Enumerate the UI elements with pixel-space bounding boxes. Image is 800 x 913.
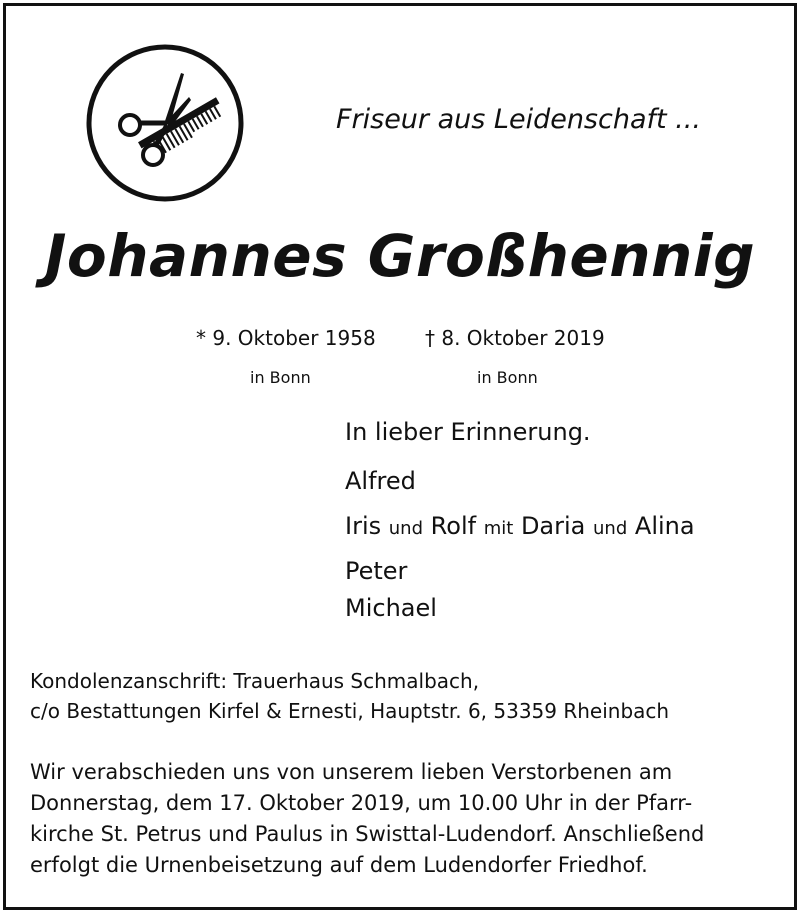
death-date: † 8. Oktober 2019 <box>425 326 605 350</box>
notice-line: Donnerstag, dem 17. Oktober 2019, um 10.00 Uhr in der Pfarr- <box>30 791 693 815</box>
mourner-name: Iris <box>345 512 382 540</box>
death-place: in Bonn <box>477 368 538 387</box>
notice-line: erfolgt die Urnenbeisetzung auf dem Ludendorfer Friedhof. <box>30 853 648 877</box>
birth-place: in Bonn <box>250 368 311 387</box>
connector-word: und <box>593 518 628 539</box>
scissors-comb-icon <box>85 43 245 203</box>
connector-word: und <box>388 518 424 539</box>
mourner-line: Peter <box>345 557 408 585</box>
connector-word: mit <box>483 518 514 539</box>
funeral-notice <box>30 757 766 881</box>
mourner-line: Alfred <box>345 467 416 495</box>
deceased-name: Johannes Großhennig <box>44 222 756 290</box>
mourner-line <box>345 512 695 540</box>
mourner-name: Alina <box>634 512 695 540</box>
mourner-line: Michael <box>345 594 437 622</box>
address-line: c/o Bestattungen Kirfel & Ernesti, Hauptstr. 6, 53359 Rheinbach <box>30 699 670 723</box>
tagline: Friseur aus Leidenschaft ... <box>336 104 701 135</box>
address-line: Kondolenzanschrift: Trauerhaus Schmalbach, <box>30 669 480 693</box>
mourner-name: Daria <box>520 512 586 540</box>
notice-line: Wir verabschieden uns von unserem lieben Verstorbenen am <box>30 760 673 784</box>
mourner-name: Rolf <box>430 512 477 540</box>
notice-line: kirche St. Petrus und Paulus in Swisttal-Ludendorf. Anschließend <box>30 822 705 846</box>
memory-line: In lieber Erinnerung. <box>345 418 591 446</box>
condolence-address <box>30 666 669 726</box>
birth-date: * 9. Oktober 1958 <box>196 326 376 350</box>
